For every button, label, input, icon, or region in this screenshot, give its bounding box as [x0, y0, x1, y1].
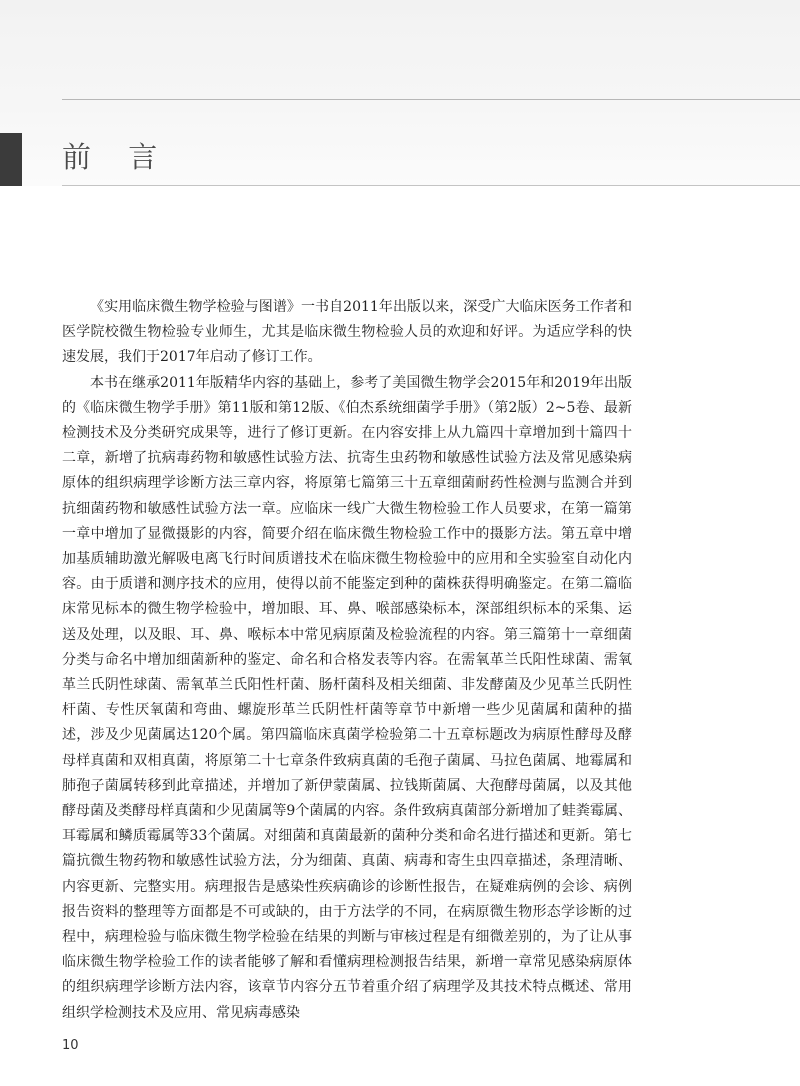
page-title: 前 言 — [62, 140, 172, 174]
paragraph: 《实用临床微生物学检验与图谱》一书自2011年出版以来，深受广大临床医务工作者和医学院校微生物检验专业师生，尤其是临床微生物检验人员的欢迎和好评。为适应学科的快速发展，我们于2017年启动了修订工作。 — [62, 299, 632, 366]
header-top-rule — [62, 99, 800, 100]
header-bottom-rule — [62, 185, 800, 186]
paragraph: 本书在继承2011年版精华内容的基础上，参考了美国微生物学会2015年和2019年出版的《临床微生物学手册》第11版和第12版、《伯杰系统细菌学手册》（第2版）2~5卷、最新检测技术及分类研究成果等，进行了修订更新。在内容安排上从九篇四十章增加到十篇四十二章，新增了抗病毒药物和敏感性试验方法、抗寄生虫药物和敏感性试验方法及常见感染病原体的组织病理学诊断方法三章内容，将原第七篇第三十五章细菌耐药性检测与监测合并到抗细菌药物和敏感性试验方法一章。应临床一线广大微生物检验工作人员要求，在第一篇第一章中增加了显微摄影的内容，简要介绍在临床微生物检验工作中的摄影方法。第五章中增加基质辅助激光解吸电离飞行时间质谱技术在临床微生物检验中的应用和全实验室自动化内容。由于质谱和测序技术的应用，使得以前不能鉴定到种的菌株获得明确鉴定。在第二篇临床常见标本的微生物学检验中，增加眼、耳、鼻、喉部感染标本，深部组织标本的采集、运送及处理，以及眼、耳、鼻、喉标本中常见病原菌及检验流程的内容。第三篇第十一章细菌分类与命名中增加细菌新种的鉴定、命名和合格发表等内容。在需氧革兰氏阳性球菌、需氧革兰氏阴性球菌、需氧革兰氏阳性杆菌、肠杆菌科及相关细菌、非发酵菌及少见革兰氏阴性杆菌、专性厌氧菌和弯曲、螺旋形革兰氏阴性杆菌等章节中新增一些少见菌属和菌种的描述，涉及少见菌属达120个属。第四篇临床真菌学检验第二十五章标题改为病原性酵母及酵母样真菌和双相真菌，将原第二十七章条件致病真菌的毛孢子菌属、马拉色菌属、地霉属和肺孢子菌属转移到此章描述，并增加了新伊蒙菌属、拉钱斯菌属、大孢酵母菌属，以及其他酵母菌及类酵母样真菌和少见菌属等9个菌属的内容。条件致病真菌部分新增加了蛙粪霉属、耳霉属和鳞质霉属等33个菌属。对细菌和真菌最新的菌种分类和命名进行描述和更新。第七篇抗微生物药物和敏感性试验方法，分为细菌、真菌、病毒和寄生虫四章描述，条理清晰、内容更新、完整实用。病理报告是感染性疾病确诊的诊断性报告，在疑难病例的会诊、病例报告资料的整理等方面都是不可或缺的，由于方法学的不同，在病原微生物形态学诊断的过程中，病理检验与临床微生物学检验在结果的判断与审核过程是有细微差别的，为了让从事临床微生物学检验工作的读者能够了解和看懂病理检测报告结果，新增一章常见感染病原体的组织病理学诊断方法内容，该章节内容分五节着重介绍了病理学及其技术特点概述、常用组织学检测技术及应用、常见病毒感染 — [62, 374, 632, 1021]
preface-body — [62, 295, 632, 1026]
page-number: 10 — [62, 1038, 79, 1053]
chapter-side-tab — [0, 133, 22, 186]
